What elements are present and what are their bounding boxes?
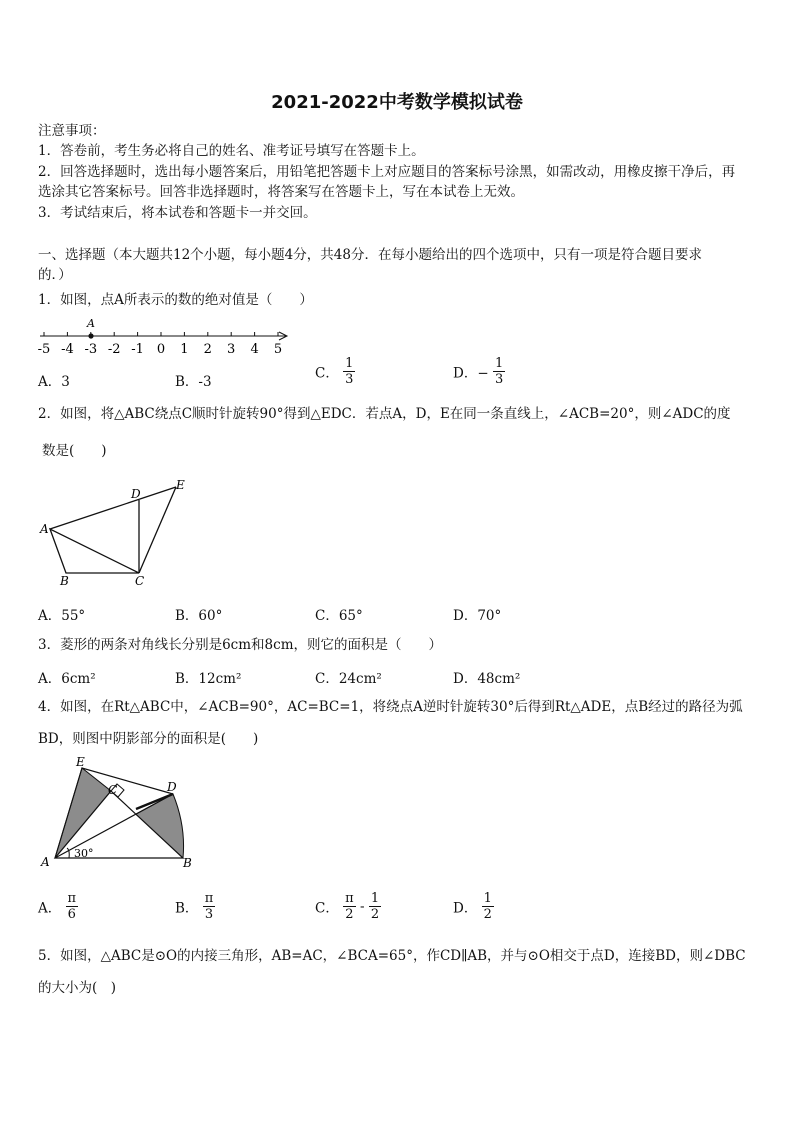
q1-option-d-denominator: 3	[494, 372, 504, 387]
section-heading-line-2: 的．）	[38, 267, 72, 283]
q1-point-label: A	[87, 317, 95, 330]
q3-stem: 3．菱形的两条对角线长分别是6cm和8cm，则它的面积是（ ）	[38, 637, 442, 653]
q1-option-c	[315, 356, 355, 387]
q4-option-b-denominator: 3	[204, 907, 214, 922]
q1-option-d-label: D．−	[453, 365, 489, 382]
q4-option-c-numerator-1: π	[345, 891, 354, 906]
q4-label-b: B	[183, 856, 192, 870]
q4-stem-line-2: BD，则图中阴影部分的面积是( )	[38, 731, 259, 747]
q3-option-d: D．48cm²	[453, 671, 521, 687]
q4-label-c: C	[108, 783, 118, 797]
q3-option-a: A．6cm²	[38, 671, 96, 687]
notes-item-1: 1．答卷前，考生务必将自己的姓名、准考证号填写在答题卡上。	[38, 143, 425, 159]
q1-number-line	[36, 312, 296, 358]
q4-option-a-numerator: π	[67, 891, 77, 906]
q2-label-c: C	[135, 574, 145, 588]
q1-option-c-fraction	[343, 356, 355, 387]
q2-label-a: A	[40, 522, 49, 536]
q1-option-c-numerator: 1	[345, 356, 354, 371]
q4-option-a-fraction	[66, 891, 79, 922]
q4-label-d: D	[167, 780, 177, 794]
q4-option-c-denominator-1: 2	[345, 907, 354, 922]
q4-option-c-label: C．	[315, 900, 339, 917]
q1-tick-label: 2	[203, 342, 212, 357]
notes-item-3: 3．考试结束后，将本试卷和答题卡一并交回。	[38, 205, 317, 221]
q4-option-d-fraction	[482, 891, 494, 922]
q1-tick-label: 5	[273, 342, 283, 357]
q2-label-e: E	[176, 478, 185, 492]
q2-option-d: D．70°	[453, 608, 502, 624]
q3-option-c: C．24cm²	[315, 671, 382, 687]
notes-heading: 注意事项：	[38, 123, 106, 139]
q4-option-c-fraction-1	[343, 891, 356, 922]
q4-option-b	[175, 891, 215, 922]
q1-point-a	[88, 333, 93, 338]
q2-triangle-abc	[50, 529, 139, 573]
q2-label-b: B	[60, 574, 69, 588]
exam-title: 2021-2022中考数学模拟试卷	[271, 92, 523, 113]
q2-option-a: A．55°	[38, 608, 86, 624]
q1-tick-label: 0	[156, 342, 166, 357]
q4-option-a	[38, 891, 78, 922]
q1-stem: 1．如图，点A所表示的数的绝对值是（ ）	[38, 292, 313, 308]
q5-stem-line-2: 的大小为( )	[38, 980, 117, 996]
q4-option-d-label: D．	[453, 900, 478, 917]
q1-option-a: A．3	[38, 374, 70, 390]
q4-option-c-denominator-2: 2	[370, 907, 380, 922]
q5-stem-line-1: 5．如图，△ABC是⊙O的内接三角形，AB=AC，∠BCA=65°，作CD∥AB，并与⊙O相交于点D，连接BD，则∠DBC	[38, 948, 746, 964]
q4-option-b-label: B．	[175, 900, 199, 917]
q2-line-ae	[50, 487, 176, 529]
q1-tick-label: -4	[61, 342, 74, 357]
q4-option-d	[453, 891, 494, 922]
q2-figure	[36, 478, 196, 588]
q4-option-a-label: A．	[38, 900, 62, 917]
q1-tick-label: -2	[107, 342, 121, 357]
q1-tick-label: 3	[227, 342, 236, 357]
q1-option-c-denominator: 3	[345, 372, 354, 387]
q4-option-c-fraction-2	[369, 891, 381, 922]
q1-option-c-label: C．	[315, 365, 339, 382]
section-heading-line-1: 一、选择题（本大题共12个小题，每小题4分，共48分．在每小题给出的四个选项中，只有一项是符合题目要求	[38, 247, 702, 263]
q4-option-a-denominator: 6	[67, 907, 76, 922]
q4-option-c-numerator-2: 1	[370, 891, 380, 906]
q4-angle-label: 30°	[74, 847, 94, 860]
q2-stem-line-2: 数是( )	[42, 443, 107, 459]
q3-option-b: B．12cm²	[175, 671, 242, 687]
q4-option-c-minus: -	[359, 898, 365, 915]
q4-option-b-numerator: π	[204, 891, 214, 906]
q2-label-d: D	[131, 487, 141, 501]
q1-option-d-numerator: 1	[494, 356, 504, 371]
q4-figure	[36, 754, 200, 870]
q4-option-d-numerator: 1	[483, 891, 492, 906]
q1-tick-label: -5	[37, 342, 51, 357]
q1-tick-label: -3	[84, 342, 98, 357]
q2-option-b: B．60°	[175, 608, 223, 624]
q2-segment-ec	[139, 487, 176, 573]
q4-label-a: A	[41, 855, 50, 869]
q1-tick-label: -1	[131, 342, 144, 357]
notes-item-2-line-2: 选涂其它答案标号。回答非选择题时，将答案写在答题卡上，写在本试卷上无效。	[38, 184, 524, 200]
q2-option-c: C．65°	[315, 608, 363, 624]
q4-option-b-fraction	[203, 891, 216, 922]
q1-tick-label: 1	[180, 342, 189, 357]
q1-option-b: B．-3	[175, 374, 212, 390]
q2-stem-line-1: 2．如图，将△ABC绕点C顺时针旋转90°得到△EDC．若点A，D，E在同一条直线上，∠ACB=20°，则∠ADC的度	[38, 406, 731, 422]
q4-option-d-denominator: 2	[483, 907, 492, 922]
q1-option-d	[453, 356, 505, 387]
q1-option-d-fraction	[493, 356, 505, 387]
q4-stem-line-1: 4．如图，在Rt△ABC中，∠ACB=90°，AC=BC=1，将绕点A逆时针旋转30°后得到Rt△ADE，点B经过的路径为弧	[38, 699, 743, 715]
q1-tick-label: 4	[250, 342, 259, 357]
q4-label-e: E	[76, 755, 85, 769]
q4-option-c	[315, 891, 381, 922]
notes-item-2-line-1: 2．回答选择题时，选出每小题答案后，用铅笔把答题卡上对应题目的答案标号涂黑，如需改动，用橡皮擦干净后，再	[38, 164, 736, 180]
